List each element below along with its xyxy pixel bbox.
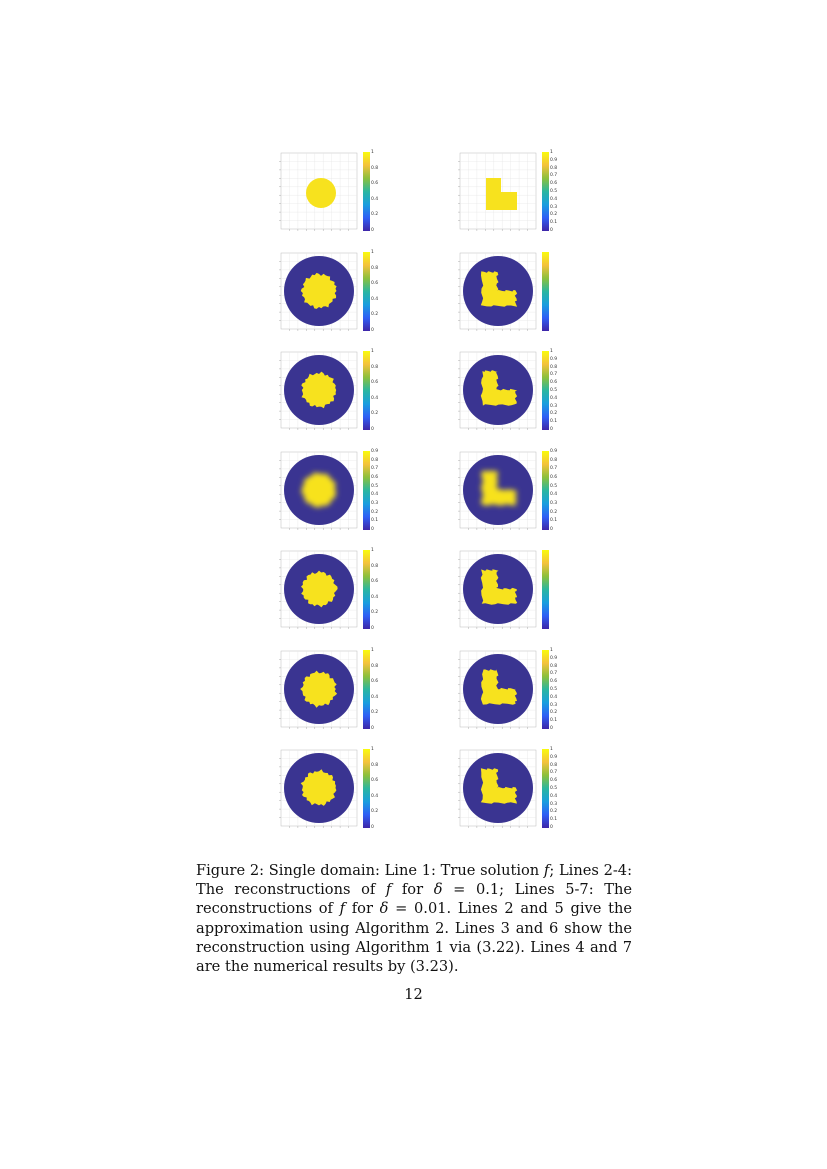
- panel-row2-col1: [276, 250, 379, 336]
- colorbar-ticks: [550, 648, 566, 732]
- colorbar: [363, 152, 370, 231]
- colorbar-tick-label: 0.2: [371, 212, 379, 218]
- panel-row4-col2: [455, 449, 558, 535]
- panel-plot: [455, 349, 539, 435]
- colorbar-tick-label: 1: [371, 648, 374, 653]
- colorbar: [542, 252, 549, 331]
- colorbar-tick-label: 0.3: [550, 702, 558, 708]
- colorbar-tick-label: 0.8: [371, 364, 379, 370]
- colorbar-tick-label: 0.1: [550, 718, 558, 724]
- colorbar: [542, 749, 549, 828]
- colorbar-ticks: [550, 349, 566, 433]
- colorbar-tick-label: 0.8: [550, 457, 558, 463]
- panel-row4-col1: [276, 449, 379, 535]
- colorbar-tick-label: 0.9: [550, 449, 558, 454]
- colorbar-tick-label: 0.4: [550, 492, 558, 498]
- colorbar-ticks: [550, 150, 566, 234]
- circular-inclusion: [306, 178, 336, 208]
- colorbar-tick-label: 0.4: [550, 196, 558, 202]
- colorbar-tick-label: 1: [371, 747, 374, 752]
- colorbar-tick-label: 0.9: [550, 157, 558, 163]
- colorbar: [363, 550, 370, 629]
- panel-row2-col2: [455, 250, 555, 336]
- colorbar-tick-label: 1: [371, 548, 374, 553]
- colorbar-tick-label: 0.7: [550, 466, 558, 472]
- colorbar-tick-label: 0.3: [550, 801, 558, 807]
- colorbar: [542, 550, 549, 629]
- colorbar-tick-label: 0: [371, 527, 374, 532]
- colorbar-tick-label: 0.2: [550, 411, 558, 417]
- panel-row7-col2: [455, 747, 558, 833]
- colorbar-tick-label: 0.3: [371, 501, 379, 506]
- colorbar: [363, 650, 370, 729]
- colorbar-tick-label: 0.4: [371, 694, 379, 700]
- colorbar-tick-label: 0.8: [371, 563, 379, 569]
- colorbar-tick-label: 0.6: [550, 679, 558, 685]
- colorbar: [363, 252, 370, 331]
- colorbar-tick-label: 0.6: [371, 380, 379, 386]
- colorbar-tick-label: 0: [371, 427, 374, 432]
- colorbar-tick-label: 0.5: [550, 189, 558, 194]
- colorbar-ticks: [371, 648, 387, 732]
- colorbar-tick-label: 0.4: [371, 196, 379, 202]
- colorbar-tick-label: 0: [550, 726, 553, 731]
- colorbar-tick-label: 0.8: [550, 663, 558, 669]
- colorbar: [363, 749, 370, 828]
- panel-plot: [455, 747, 539, 833]
- colorbar: [542, 351, 549, 430]
- colorbar-tick-label: 1: [550, 648, 553, 653]
- colorbar-tick-label: 1: [550, 150, 553, 155]
- colorbar-tick-label: 0.9: [550, 356, 558, 362]
- panel-row5-col1: [276, 548, 379, 634]
- colorbar-tick-label: 0.9: [550, 754, 558, 760]
- colorbar-tick-label: 1: [550, 349, 553, 354]
- colorbar-tick-label: 0.6: [550, 475, 558, 480]
- panel-plot: [455, 548, 539, 634]
- colorbar-tick-label: 0: [371, 825, 374, 830]
- colorbar-tick-label: 0: [550, 427, 553, 432]
- colorbar-tick-label: 0.2: [371, 411, 379, 417]
- panel-plot: [455, 250, 539, 336]
- panel-plot: [455, 449, 539, 535]
- colorbar-tick-label: 0.5: [550, 786, 558, 791]
- colorbar-tick-label: 0.3: [550, 204, 558, 210]
- colorbar-tick-label: 0.6: [371, 579, 379, 585]
- colorbar-tick-label: 0.8: [550, 364, 558, 370]
- colorbar-tick-label: 0.7: [371, 466, 379, 472]
- colorbar-tick-label: 0.5: [371, 483, 379, 489]
- colorbar-tick-label: 1: [371, 349, 374, 354]
- colorbar-tick-label: 0.4: [371, 296, 379, 302]
- colorbar-tick-label: 0.7: [550, 372, 558, 378]
- colorbar-tick-label: 0.6: [550, 380, 558, 386]
- colorbar-tick-label: 0.2: [550, 509, 558, 515]
- colorbar-tick-label: 0.2: [550, 809, 558, 815]
- panel-plot: [455, 150, 539, 236]
- colorbar-ticks: [550, 548, 566, 632]
- panel-row6-col2: [455, 648, 558, 734]
- colorbar-tick-label: 0: [371, 228, 374, 233]
- colorbar: [363, 451, 370, 530]
- colorbar: [542, 451, 549, 530]
- panel-plot: [276, 449, 360, 535]
- colorbar-ticks: [371, 548, 387, 632]
- colorbar: [363, 351, 370, 430]
- panel-plot: [276, 747, 360, 833]
- colorbar-tick-label: 0.5: [550, 388, 558, 393]
- colorbar-tick-label: 0.6: [371, 778, 379, 784]
- colorbar-ticks: [371, 250, 387, 334]
- colorbar-tick-label: 0.7: [550, 173, 558, 179]
- colorbar-tick-label: 0.2: [371, 610, 379, 616]
- colorbar-ticks: [550, 747, 566, 831]
- panel-row1-col2: [455, 150, 558, 236]
- colorbar-ticks: [371, 349, 387, 433]
- colorbar-tick-label: 0.5: [550, 483, 558, 489]
- panel-row3-col2: [455, 349, 558, 435]
- panel-plot: [455, 648, 539, 734]
- colorbar-tick-label: 0.8: [371, 762, 379, 768]
- colorbar-tick-label: 0: [550, 527, 553, 532]
- colorbar-tick-label: 0.3: [550, 501, 558, 506]
- panel-plot: [276, 150, 360, 236]
- colorbar-tick-label: 0.1: [371, 518, 379, 524]
- colorbar-tick-label: 0.1: [550, 817, 558, 823]
- disk-domain: [463, 654, 533, 724]
- colorbar-tick-label: 1: [550, 747, 553, 752]
- colorbar-ticks: [371, 150, 387, 234]
- figure-caption: Figure 2: Single domain: Line 1: True solution f; Lines 2-4: The reconstructions of f for δ = 0.1; Lines 5-7: The reconstructions of f for δ = 0.01. Lines 2 and 5 give the approximation using Algorithm 2. Lines 3 and 6 show the reconstruction using Algorithm 1 via (3.22). Lines 4 and 7 are the numerical results by (3.23).: [196, 862, 632, 976]
- colorbar-tick-label: 0.9: [371, 449, 379, 454]
- colorbar-ticks: [371, 747, 387, 831]
- panel-plot: [276, 349, 360, 435]
- colorbar-tick-label: 0.2: [371, 710, 379, 716]
- colorbar-tick-label: 0.4: [371, 793, 379, 799]
- colorbar-tick-label: 0.6: [371, 679, 379, 685]
- colorbar-tick-label: 0.1: [550, 419, 558, 425]
- colorbar-tick-label: 0.4: [371, 492, 379, 498]
- colorbar-tick-label: 0.1: [550, 518, 558, 524]
- colorbar-tick-label: 0: [371, 328, 374, 333]
- colorbar-tick-label: 0.8: [371, 663, 379, 669]
- colorbar-tick-label: 0.2: [550, 710, 558, 716]
- colorbar-tick-label: 0.4: [371, 395, 379, 401]
- colorbar-tick-label: 0.8: [550, 762, 558, 768]
- colorbar-tick-label: 0.1: [550, 220, 558, 226]
- page-number: 12: [404, 986, 423, 1003]
- colorbar-tick-label: 0.8: [550, 165, 558, 171]
- colorbar-tick-label: 0.6: [371, 281, 379, 287]
- colorbar-tick-label: 0.8: [371, 265, 379, 271]
- colorbar-tick-label: 0.6: [550, 778, 558, 784]
- colorbar-tick-label: 0.9: [550, 655, 558, 661]
- panel-row6-col1: [276, 648, 379, 734]
- colorbar-tick-label: 0: [550, 228, 553, 233]
- colorbar-tick-label: 0.2: [371, 809, 379, 815]
- panel-row3-col1: [276, 349, 379, 435]
- colorbar-tick-label: 0.2: [371, 509, 379, 515]
- panel-row5-col2: [455, 548, 555, 634]
- colorbar-tick-label: 0.6: [371, 475, 379, 480]
- colorbar-tick-label: 0.2: [550, 212, 558, 218]
- colorbar-tick-label: 1: [371, 250, 374, 255]
- colorbar-tick-label: 0.8: [371, 165, 379, 171]
- colorbar-tick-label: 0: [550, 825, 553, 830]
- colorbar-ticks: [550, 449, 566, 533]
- panel-plot: [276, 648, 360, 734]
- colorbar: [542, 650, 549, 729]
- panel-plot: [276, 548, 360, 634]
- colorbar-tick-label: 0.3: [550, 403, 558, 409]
- colorbar-tick-label: 0.4: [550, 694, 558, 700]
- panel-plot: [276, 250, 360, 336]
- colorbar-tick-label: 0.4: [550, 793, 558, 799]
- colorbar-tick-label: 0.6: [550, 181, 558, 187]
- colorbar-tick-label: 0.8: [371, 457, 379, 463]
- colorbar-tick-label: 0.7: [550, 770, 558, 776]
- colorbar-tick-label: 0.2: [371, 312, 379, 318]
- colorbar-tick-label: 0.5: [550, 687, 558, 692]
- colorbar-ticks: [371, 449, 387, 533]
- colorbar-tick-label: 1: [371, 150, 374, 155]
- colorbar-tick-label: 0.7: [550, 671, 558, 677]
- panel-row1-col1: [276, 150, 379, 236]
- colorbar: [542, 152, 549, 231]
- colorbar-ticks: [550, 250, 566, 334]
- colorbar-tick-label: 0: [371, 726, 374, 731]
- colorbar-tick-label: 0.4: [371, 594, 379, 600]
- colorbar-tick-label: 0: [371, 626, 374, 631]
- panel-row7-col1: [276, 747, 379, 833]
- colorbar-tick-label: 0.6: [371, 181, 379, 187]
- colorbar-tick-label: 0.4: [550, 395, 558, 401]
